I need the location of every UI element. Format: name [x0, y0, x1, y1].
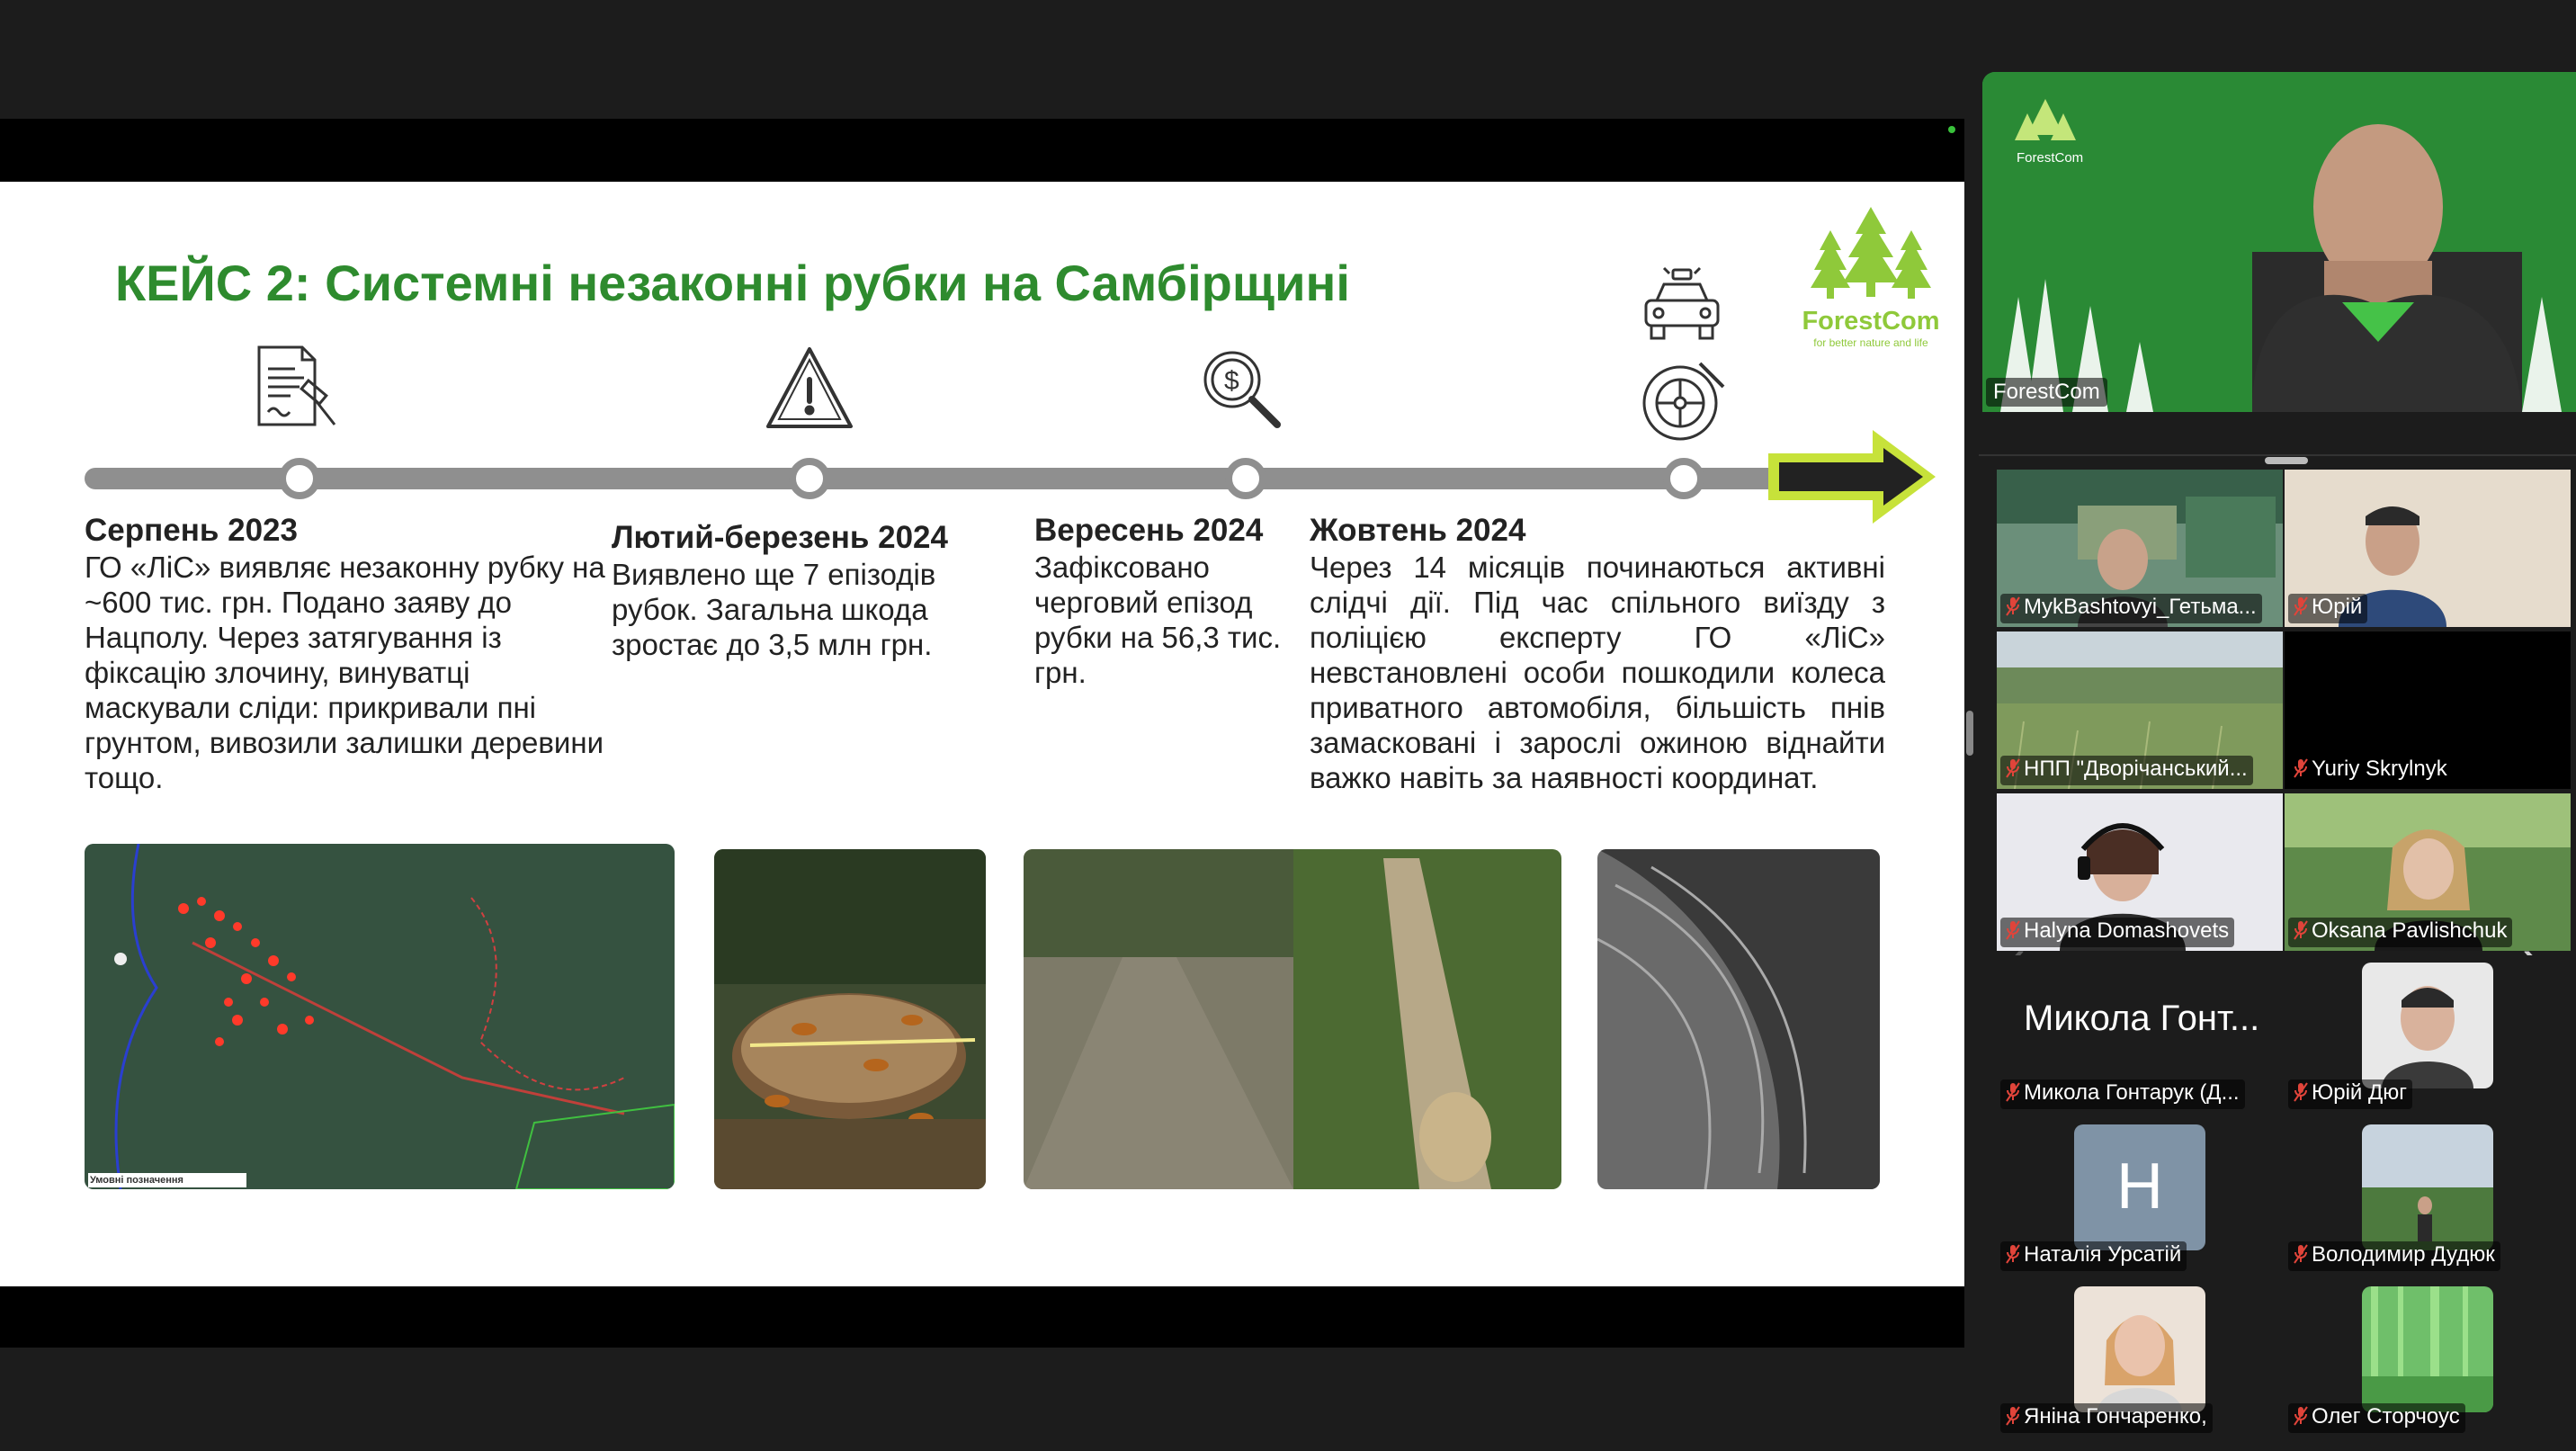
timeline-track — [85, 468, 1811, 489]
timeline-stage — [85, 513, 606, 795]
forest-road-photo — [1024, 849, 1561, 1189]
timeline-stage — [1310, 513, 1885, 795]
police-car-icon — [1637, 264, 1727, 352]
participant-name: НПП "Дворічанський... — [2024, 757, 2248, 781]
share-top-bar — [0, 119, 1964, 182]
tree-logo-icon — [1803, 205, 1938, 304]
mic-off-icon — [2006, 1082, 2020, 1108]
stage-date: Лютий-березень 2024 — [612, 520, 948, 555]
participant-name: Юрій Дюг — [2312, 1080, 2408, 1105]
panel-drag-handle[interactable] — [2265, 457, 2308, 464]
mic-off-icon — [2006, 1244, 2020, 1270]
participant-name: Яніна Гончаренко, — [2024, 1404, 2207, 1429]
avatar — [2362, 1286, 2493, 1412]
participant-name: Микола Гонтарук (Д... — [2024, 1080, 2240, 1105]
participant-label — [2000, 1241, 2187, 1271]
participant-tile[interactable] — [2285, 470, 2571, 627]
participant-tile[interactable] — [1997, 470, 2283, 627]
stage-text: Через 14 місяців починаються активні слідчі дії. Під час спільного виїзду з поліцією експерту ГО «ЛіС» невстановлені особи пошкодили колеса приватного автомобіля, більшість пнів замасковані і зарослі ожиною віднайти важко навіть за наявності координат. — [1310, 551, 1885, 794]
avatar — [2074, 1286, 2205, 1412]
speaker-background — [1982, 72, 2576, 412]
satellite-map-image — [85, 844, 675, 1189]
map-legend: Умовні позначення — [88, 1173, 246, 1187]
participant-label — [2000, 594, 2262, 623]
speaker-name-tag: ForestCom — [1986, 378, 2107, 407]
warning-icon — [763, 344, 856, 438]
logo-name: ForestCom — [1802, 307, 1940, 336]
participant-label — [2000, 756, 2253, 785]
panel-resize-handle[interactable] — [1966, 711, 1973, 756]
participant-big-name: Микола Гонт... — [2024, 999, 2260, 1038]
participant-label — [2288, 756, 2453, 785]
share-bottom-bar — [0, 1286, 1964, 1348]
participant-tile[interactable] — [1997, 793, 2283, 951]
participant-tile[interactable] — [1997, 631, 2283, 789]
participant-tile[interactable] — [1997, 1279, 2283, 1437]
panel-divider — [1979, 454, 2576, 456]
active-speaker-video[interactable] — [1982, 72, 2576, 412]
participant-name: Oksana Pavlishchuk — [2312, 918, 2508, 943]
participant-name: MykBashtovyi_Гетьма... — [2024, 595, 2257, 619]
participant-label — [2288, 594, 2367, 623]
timeline-stage — [612, 520, 989, 662]
mic-off-icon — [2006, 1406, 2020, 1432]
timeline-node — [279, 458, 320, 499]
mic-off-icon — [2006, 758, 2020, 784]
mic-off-icon — [2294, 758, 2308, 784]
logo-tagline: for better nature and life — [1813, 336, 1928, 349]
stage-text: ГО «ЛіС» виявляє незаконну рубку на ~600 тис. грн. Подано заяву до Нацполу. Через затягування із фіксацію злочину, винуватці маскували сліди: прикривали пні грунтом, вивозили залишки деревини тощо. — [85, 551, 605, 794]
mic-off-icon — [2294, 1082, 2308, 1108]
mic-off-icon — [2294, 920, 2308, 946]
sharing-indicator-dot — [1948, 126, 1955, 133]
participant-label — [2288, 1241, 2500, 1271]
timeline-stage — [1034, 513, 1291, 690]
mic-off-icon — [2006, 596, 2020, 622]
stage-date: Серпень 2023 — [85, 513, 298, 548]
money-search-icon — [1196, 344, 1286, 438]
participant-label — [2000, 1403, 2213, 1433]
mic-off-icon — [2294, 1244, 2308, 1270]
participant-tile[interactable] — [2285, 1279, 2571, 1437]
participant-tile[interactable] — [1997, 1117, 2283, 1275]
timeline-node — [789, 458, 830, 499]
stump-photo — [714, 849, 986, 1189]
participant-name: Олег Сторчоус — [2312, 1404, 2460, 1429]
participant-name: Halyna Domashovets — [2024, 918, 2230, 943]
participant-tile[interactable] — [2285, 1117, 2571, 1275]
participant-tile[interactable] — [2285, 955, 2571, 1113]
stage-date: Вересень 2024 — [1034, 513, 1264, 548]
document-gavel-icon — [250, 344, 340, 438]
presentation-slide — [0, 182, 1964, 1286]
participant-name: Юрій — [2312, 595, 2363, 619]
participant-label — [2288, 918, 2512, 947]
participant-name: Наталія Урсатій — [2024, 1242, 2182, 1267]
mic-off-icon — [2294, 596, 2308, 622]
svg-text:$: $ — [1224, 366, 1239, 396]
mic-off-icon — [2294, 1406, 2308, 1432]
avatar-initial: Н — [2116, 1151, 2163, 1223]
participant-label — [2000, 1079, 2245, 1109]
participant-name: Yuriy Skrylnyk — [2312, 757, 2447, 781]
damaged-tire-photo — [1597, 849, 1880, 1189]
stage-text: Виявлено ще 7 епізодів рубок. Загальна шкода зростає до 3,5 млн грн. — [612, 558, 936, 661]
participant-tile[interactable] — [1997, 955, 2283, 1113]
tire-icon — [1637, 358, 1727, 449]
stage-text: Зафіксовано черговий епізод рубки на 56,3 тис. грн. — [1034, 551, 1282, 689]
slide-title: КЕЙС 2: Системні незаконні рубки на Самбірщині — [115, 255, 1350, 311]
timeline-node — [1225, 458, 1266, 499]
participant-name: Володимир Дудюк — [2312, 1242, 2495, 1267]
stage-date: Жовтень 2024 — [1310, 513, 1526, 548]
participant-label — [2000, 918, 2234, 947]
avatar — [2074, 1124, 2205, 1250]
avatar — [2362, 963, 2493, 1088]
timeline-node — [1663, 458, 1704, 499]
participant-tile[interactable] — [2285, 631, 2571, 789]
forestcom-logo — [1790, 205, 1952, 349]
avatar — [2362, 1124, 2493, 1250]
svg-text:ForestCom: ForestCom — [2017, 150, 2084, 166]
participant-label — [2288, 1079, 2412, 1109]
participant-label — [2288, 1403, 2465, 1433]
